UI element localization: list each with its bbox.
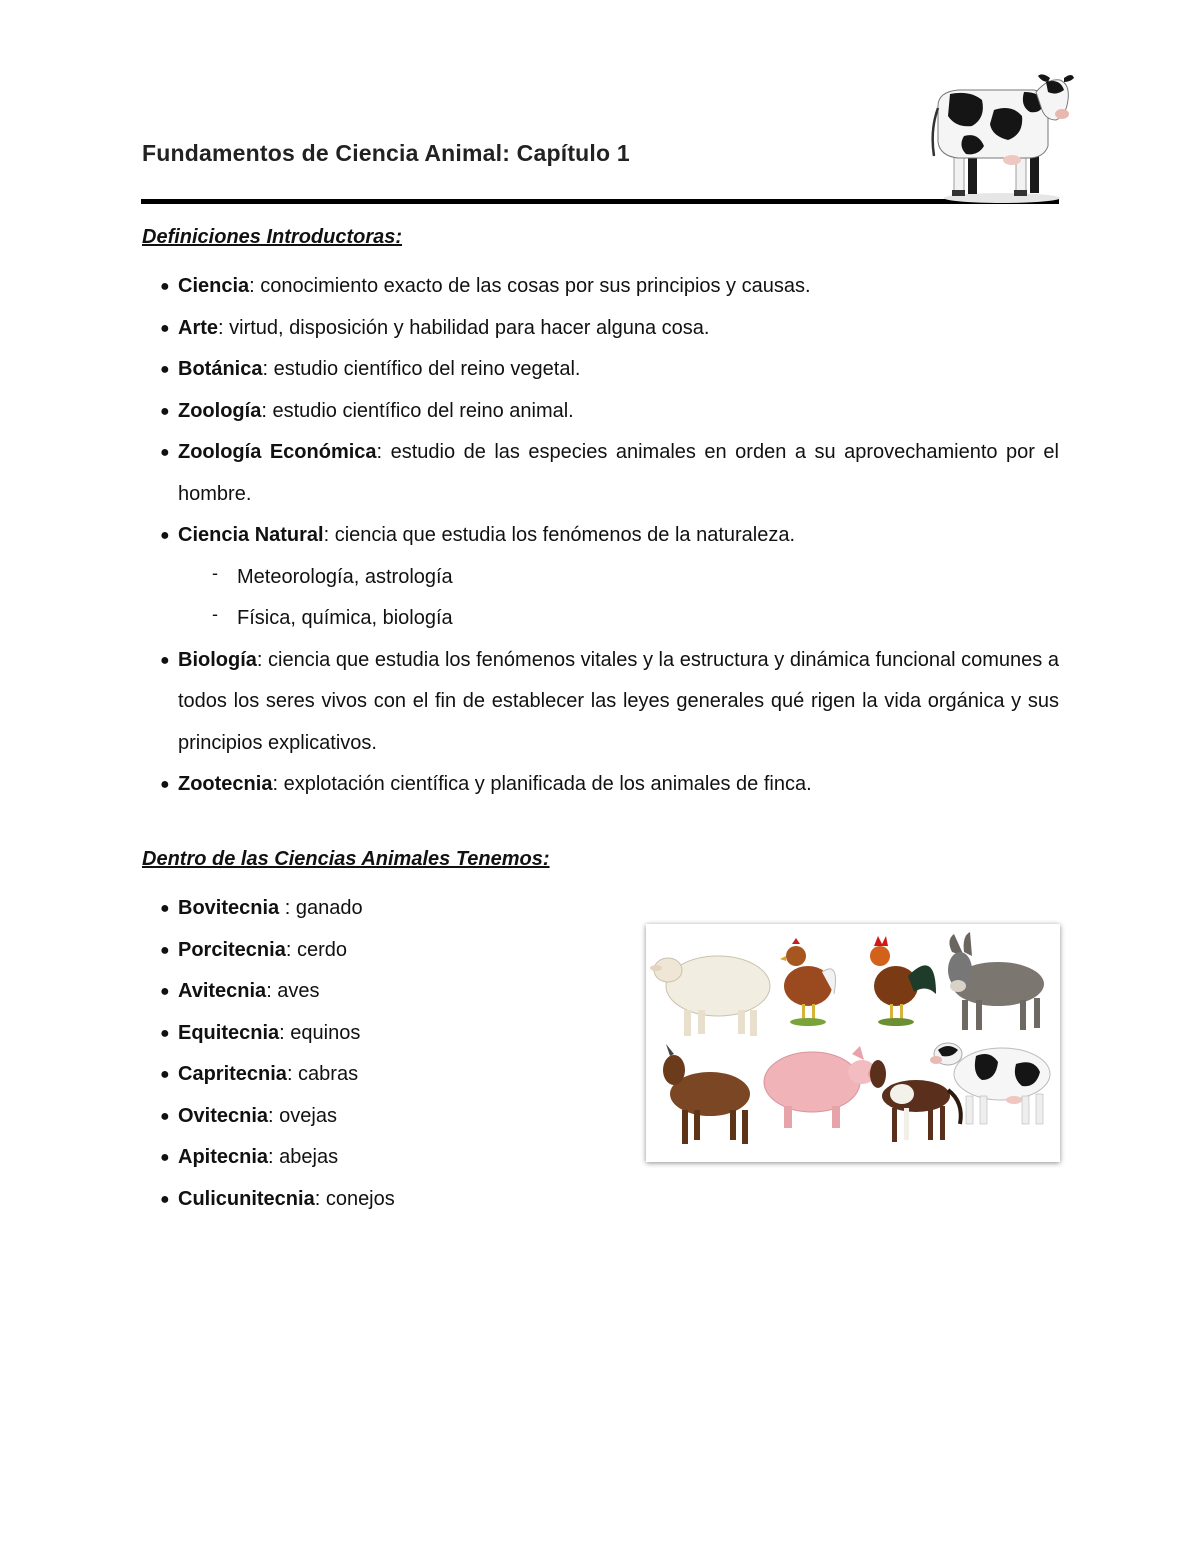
term: Zoología	[178, 399, 262, 422]
definition: : estudio científico del reino vegetal.	[262, 358, 581, 380]
bullet-icon: ●	[160, 941, 170, 959]
term: Culicunitecnia	[178, 1187, 315, 1210]
term: Arte	[178, 316, 219, 339]
bullet-icon: ●	[160, 361, 170, 378]
definition: : ciencia que estudia los fenómenos de la naturaleza.	[323, 524, 796, 546]
term: Porcitecnia	[178, 938, 286, 961]
term: Ovitecnia	[178, 1104, 269, 1127]
list-item	[160, 349, 1059, 391]
bullet-icon: ●	[160, 278, 170, 295]
definition: : ciencia que estudia los fenómenos vitales y la estructura y dinámica funcional comunes a todos los seres vivos con el fin de establecer las leyes generales qué rigen la vida orgánica y sus principios explicativos.	[178, 648, 1059, 754]
farm-animals-illustration	[646, 924, 1060, 1162]
definition: : abejas	[268, 1146, 339, 1168]
definition: : equinos	[279, 1021, 361, 1044]
bullet-icon: ●	[160, 527, 170, 544]
cow-small-icon	[930, 1043, 1050, 1124]
list-item	[160, 971, 600, 1013]
bullet-icon: ●	[160, 1066, 170, 1083]
sheep-icon	[650, 956, 770, 1036]
bullet-icon: ●	[160, 1024, 170, 1042]
bullet-icon: ●	[160, 1149, 170, 1166]
bullet-icon: ●	[160, 900, 170, 917]
term: Avitecnia	[178, 980, 267, 1002]
term: Apitecnia	[178, 1146, 269, 1168]
term: Bovitecnia	[178, 897, 280, 919]
list-item	[160, 640, 1059, 765]
term: Zoología Económica	[178, 441, 377, 463]
bullet-icon: ●	[160, 402, 170, 420]
sub-item-text: Meteorología, astrología	[237, 565, 453, 588]
farm-animals-photo	[646, 924, 1060, 1162]
list-item	[160, 1013, 600, 1055]
sub-item-text: Física, química, biología	[237, 607, 453, 629]
definition: : estudio científico del reino animal.	[261, 399, 574, 422]
pig-icon	[764, 1046, 880, 1128]
donkey-icon	[948, 932, 1044, 1030]
bullet-icon: ●	[160, 651, 170, 669]
definition: : ovejas	[268, 1104, 337, 1127]
sub-item	[160, 557, 1059, 599]
term: Botánica	[178, 358, 263, 380]
bullet-icon: ●	[160, 444, 170, 461]
list-item	[160, 432, 1059, 515]
term: Zootecnia	[178, 773, 273, 795]
list-item	[160, 391, 1059, 433]
definition: : ganado	[279, 897, 363, 919]
list-item	[160, 1054, 600, 1096]
goat-icon	[663, 1044, 750, 1144]
sub-item	[160, 598, 1059, 640]
definitions-list	[160, 266, 1059, 806]
definition: : cabras	[286, 1063, 359, 1085]
dash-icon: -	[212, 604, 218, 624]
term: Capritecnia	[178, 1063, 287, 1085]
rooster-icon	[870, 936, 936, 1026]
hen-icon	[780, 938, 836, 1026]
foal-icon	[870, 1060, 961, 1142]
list-item	[160, 930, 600, 972]
animal-sciences-list	[160, 888, 600, 1220]
definition: : aves	[266, 980, 320, 1002]
list-item	[160, 1137, 600, 1179]
list-item	[160, 308, 1059, 350]
dash-icon: -	[212, 562, 218, 583]
bullet-icon: ●	[160, 1190, 170, 1208]
definitions-heading: Definiciones Introductoras:	[142, 226, 403, 248]
term: Equitecnia	[178, 1021, 280, 1044]
definition: : conocimiento exacto de las cosas por sus principios y causas.	[249, 275, 811, 297]
definition: : estudio de las especies animales en orden a su aprovechamiento por el hombre.	[178, 441, 1060, 505]
list-item	[160, 1179, 600, 1221]
bullet-icon: ●	[160, 983, 170, 1000]
bullet-icon: ●	[160, 1107, 170, 1125]
cow-image	[924, 70, 1074, 205]
bullet-icon: ●	[160, 319, 170, 337]
term: Biología	[178, 648, 257, 671]
list-item	[160, 764, 1059, 806]
definition: : explotación científica y planificada de los animales de finca.	[272, 773, 812, 795]
page-title: Fundamentos de Ciencia Animal: Capítulo 1	[142, 140, 630, 166]
list-item	[160, 515, 1059, 557]
animal-sciences-heading: Dentro de las Ciencias Animales Tenemos:	[142, 848, 550, 870]
bullet-icon: ●	[160, 776, 170, 793]
definition: : virtud, disposición y habilidad para hacer alguna cosa.	[218, 316, 710, 339]
term: Ciencia Natural	[178, 524, 324, 546]
term: Ciencia	[178, 275, 250, 297]
list-item	[160, 1096, 600, 1138]
definition: : cerdo	[285, 938, 347, 961]
title-rule	[141, 199, 1059, 204]
list-item	[160, 888, 600, 930]
definition: : conejos	[314, 1187, 395, 1210]
list-item	[160, 266, 1059, 308]
